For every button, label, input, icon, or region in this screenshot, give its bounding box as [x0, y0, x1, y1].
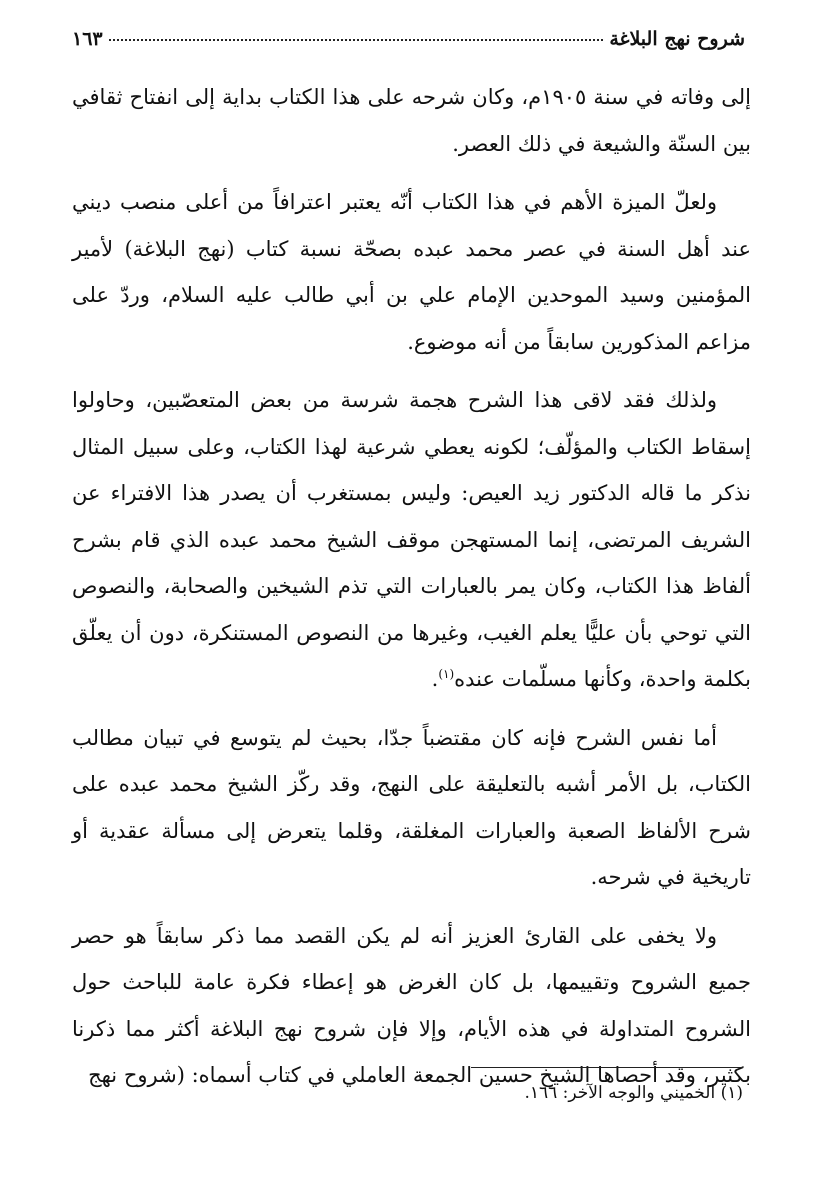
paragraph-5: ولا يخفى على القارئ العزيز أنه لم يكن القصد مما ذكر سابقاً هو حصر جميع الشروح وتقييمها، بل كان الغرض هو إعطاء فكرة عامة للباحث حول الشروح المتداولة في هذه الأيام، وإلا فإن شروح نهج البلاغة أكثر مما ذكرنا بكثير، وقد أحصاها الشيخ حسين الجمعة العاملي في كتاب أسماه: (شروح نهج	[72, 923, 751, 1087]
footnote: (١) الخميني والوجه الآخر: ١٦٦.	[524, 1083, 743, 1103]
paragraph-3-text: ولذلك فقد لاقى هذا الشرح هجمة شرسة من بعض المتعصّبين، وحاولوا إسقاط الكتاب والمؤلّف؛ لكونه يعطي شرعية لهذا الكتاب، وعلى سبيل المثال نذكر ما قاله الدكتور زيد العيص: وليس بمستغرب أن يصدر هذا الافتراء عن الشريف المرتضى، إنما المستهجن موقف الشيخ محمد عبده الذي قام بشرح ألفاظ هذا الكتاب، وكان يمر بالعبارات التي تذم الشيخين والصحابة، والنصوص التي توحي بأن عليًّا يعلم الغيب، وغيرها من النصوص المستنكرة، دون أن يعلّق بكلمة واحدة، وكأنها مسلّمات عنده	[72, 388, 751, 691]
paragraph-1: إلى وفاته في سنة ١٩٠٥م، وكان شرحه على هذا الكتاب بداية إلى انفتاح ثقافي بين السنّة والشيعة في ذلك العصر.	[72, 85, 751, 156]
page-number: ١٦٣	[72, 28, 103, 50]
running-header	[72, 28, 745, 54]
header-leader-dots	[109, 39, 604, 41]
paragraph-3-end: .	[431, 667, 439, 691]
footnote-reference: (١)	[438, 667, 455, 681]
body-text	[72, 74, 751, 1111]
paragraph-3	[72, 377, 751, 703]
paragraph-2: ولعلّ الميزة الأهم في هذا الكتاب أنّه يعتبر اعترافاً من أعلى منصب ديني عند أهل السنة في عصر محمد عبده بصحّة نسبة كتاب (نهج البلاغة) لأمير المؤمنين وسيد الموحدين الإمام علي بن أبي طالب عليه السلام، وردّ على مزاعم المذكورين سابقاً من أنه موضوع.	[72, 190, 751, 354]
paragraph-4: أما نفس الشرح فإنه كان مقتضباً جدّا، بحيث لم يتوسع في تبيان مطالب الكتاب، بل الأمر أشبه بالتعليقة على النهج، وقد ركّز الشيخ محمد عبده على شرح الألفاظ الصعبة والعبارات المغلقة، وقلما يتعرض إلى مسألة عقدية أو تاريخية في شرحه.	[72, 725, 751, 889]
running-title: شروح نهج البلاغة	[609, 28, 745, 50]
footnote-separator	[471, 1067, 743, 1068]
